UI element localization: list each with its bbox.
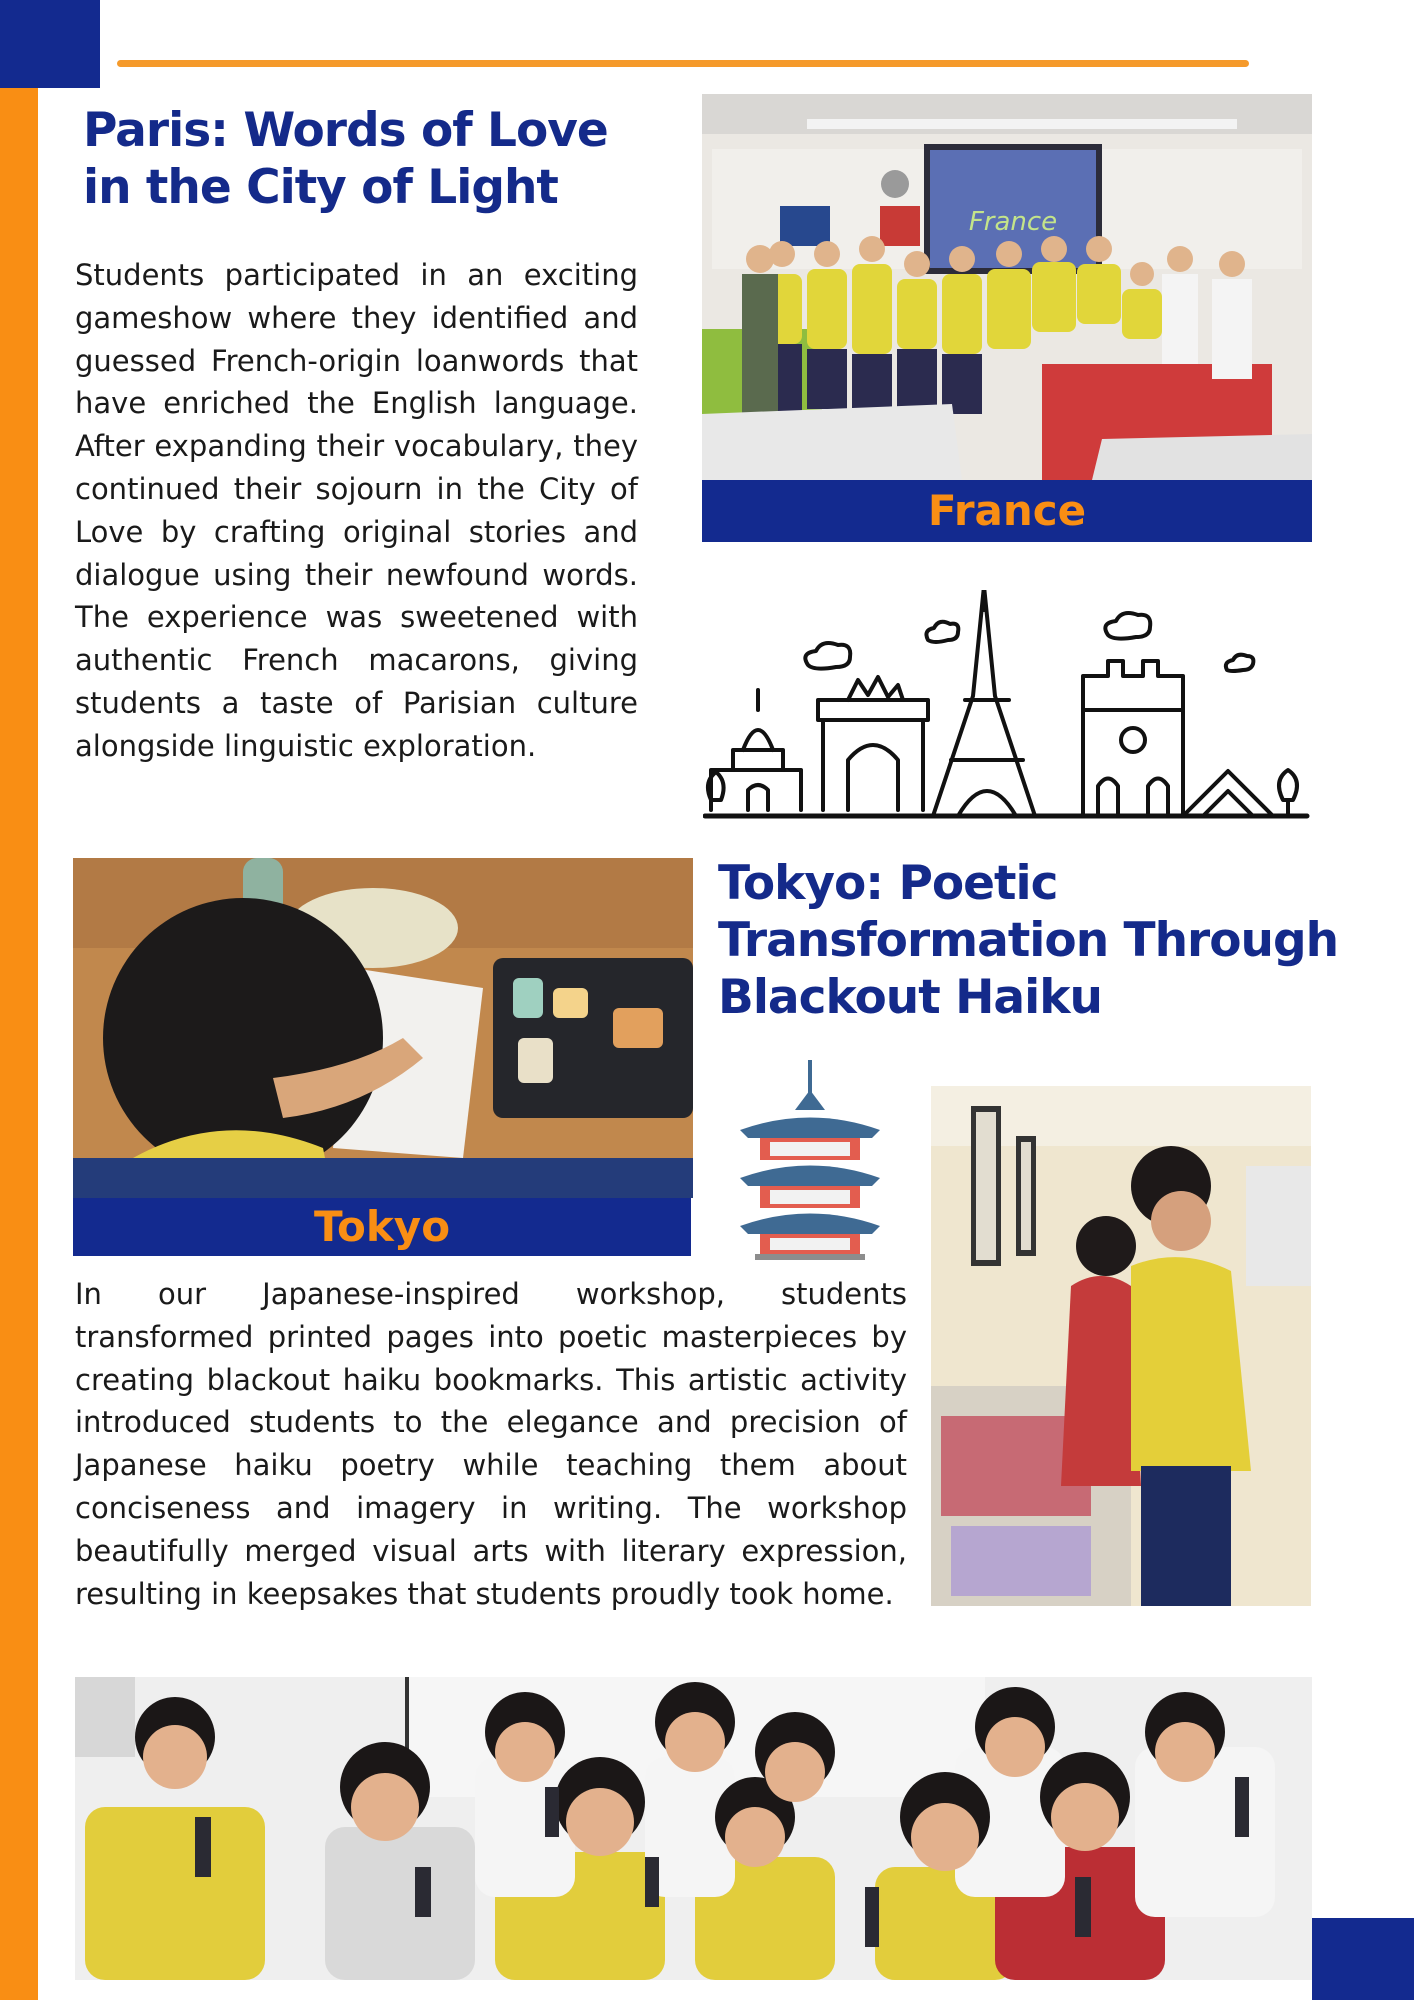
paris-skyline-illustration — [703, 590, 1310, 825]
paris-heading: Paris: Words of Love in the City of Light — [83, 103, 608, 215]
orange-sidebar — [0, 0, 38, 2000]
tokyo-bookmark-table-photo — [931, 1086, 1311, 1606]
group-bookmarks-photo — [75, 1677, 1312, 1980]
header-rule — [117, 60, 1249, 67]
corner-block-top-left — [0, 0, 100, 88]
paris-body: Students participated in an exciting gameshow where they identified and guessed French-origin loanwords that have enriched the English language. After expanding their vocabulary, they continued their sojourn in the City of Love by crafting original stories and dialogue using their newfound words. The experience was sweetened with authentic French macarons, giving students a taste of Parisian culture alongside linguistic exploration. — [75, 258, 638, 763]
slide-title-text: France — [968, 207, 1058, 237]
tokyo-student-writing-photo — [73, 858, 693, 1198]
tokyo-body: In our Japanese-inspired workshop, students transformed printed pages into poetic masterpieces by creating blackout haiku bookmarks. This artistic activity introduced students to the elegance and precision of Japanese haiku poetry while teaching them about conciseness and imagery in writing. The workshop beautifully merged visual arts with literary expression, resulting in keepsakes that students proudly took home. — [75, 1277, 907, 1611]
pagoda-illustration — [735, 1060, 885, 1260]
tokyo-heading: Tokyo: Poetic Transformation Through Blackout Haiku — [718, 856, 1339, 1025]
france-banner: France — [702, 480, 1312, 542]
tokyo-banner: Tokyo — [73, 1198, 691, 1256]
corner-block-bottom-right — [1312, 1918, 1414, 2000]
france-class-photo — [702, 94, 1312, 480]
